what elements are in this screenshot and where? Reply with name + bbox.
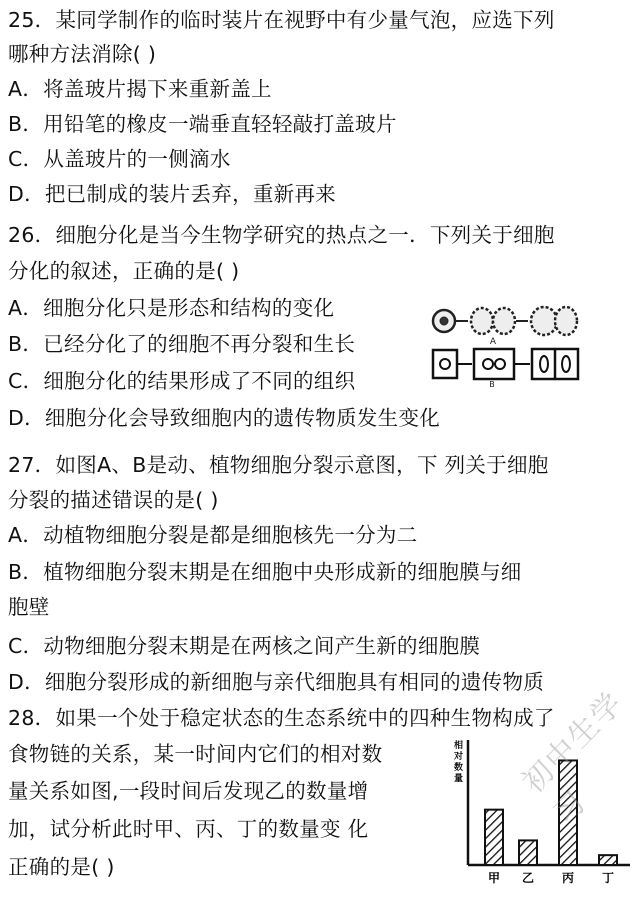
chart-y-axis-label xyxy=(453,739,463,784)
q25-option-c: C．从盖玻片的一侧滴水 xyxy=(8,147,231,171)
q25-option-b: B．用铅笔的橡皮一端垂直轻轻敲打盖玻片 xyxy=(8,112,397,136)
x-tick-label-0: 甲 xyxy=(487,871,501,885)
q28-stem-line2: 食物链的关系，某一时间内它们的相对数 xyxy=(8,742,383,766)
x-tick-label-1: 乙 xyxy=(521,871,535,885)
q27-stem-line1: 27．如图A、B是动、植物细胞分裂示意图，下 列关于细胞 xyxy=(8,453,549,477)
q25-stem-line1: 25．某同学制作的临时装片在视野中有少量气泡，应选下列 xyxy=(8,8,555,32)
bar-0 xyxy=(485,810,503,865)
q27-option-b-line1: B．植物细胞分裂末期是在细胞中央形成新的细胞膜与细 xyxy=(8,560,522,584)
cell-figure-label-b: B xyxy=(489,380,495,388)
q28-stem-line3: 量关系如图,一段时间后发现乙的数量增 xyxy=(8,779,369,803)
q27-option-d: D．细胞分裂形成的新细胞与亲代细胞具有相同的遗传物质 xyxy=(8,670,545,694)
q26-option-b: B．已经分化了的细胞不再分裂和生长 xyxy=(8,332,356,356)
cell-division-figure xyxy=(430,298,580,392)
bar-1 xyxy=(519,840,537,865)
svg-text:相对数量: 相对数量 xyxy=(454,741,464,784)
q25-option-d: D．把已制成的装片丢弃，重新再来 xyxy=(8,182,337,206)
q25-option-a: A．将盖玻片揭下来重新盖上 xyxy=(8,77,272,101)
animal-cell-row xyxy=(433,307,577,335)
q26-option-d: D．细胞分化会导致细胞内的遗传物质发生变化 xyxy=(8,406,441,430)
q27-option-c: C．动物细胞分裂末期是在两核之间产生新的细胞膜 xyxy=(8,634,481,658)
q28-stem-line1: 28．如果一个处于稳定状态的生态系统中的四种生物构成了 xyxy=(8,706,555,730)
q26-option-a: A．细胞分化只是形态和结构的变化 xyxy=(8,296,335,320)
q27-option-b-line2: 胞壁 xyxy=(8,595,50,619)
q26-option-c: C．细胞分化的结果形成了不同的组织 xyxy=(8,369,356,393)
q28-stem-line5: 正确的是( ) xyxy=(8,855,115,879)
plant-cell-row xyxy=(433,349,578,379)
x-tick-label-3: 丁 xyxy=(601,871,615,885)
q28-stem-line4: 加，试分析此时甲、丙、丁的数量变 化 xyxy=(8,817,369,841)
q25-stem-line2: 哪种方法消除( ) xyxy=(8,42,157,66)
q27-option-a: A．动植物细胞分裂是都是细胞核先一分为二 xyxy=(8,523,418,547)
q26-stem-line2: 分化的叙述，正确的是( ) xyxy=(8,259,240,283)
q27-stem-line2: 分裂的描述错误的是( ) xyxy=(8,488,219,512)
q26-stem-line1: 26．细胞分化是当今生物学研究的热点之一．下列关于细胞 xyxy=(8,223,555,247)
watermark: 初中生学习 xyxy=(515,685,631,832)
x-tick-label-2: 丙 xyxy=(561,871,575,885)
bar-3 xyxy=(599,855,617,865)
cell-figure-label-a: A xyxy=(489,337,497,347)
